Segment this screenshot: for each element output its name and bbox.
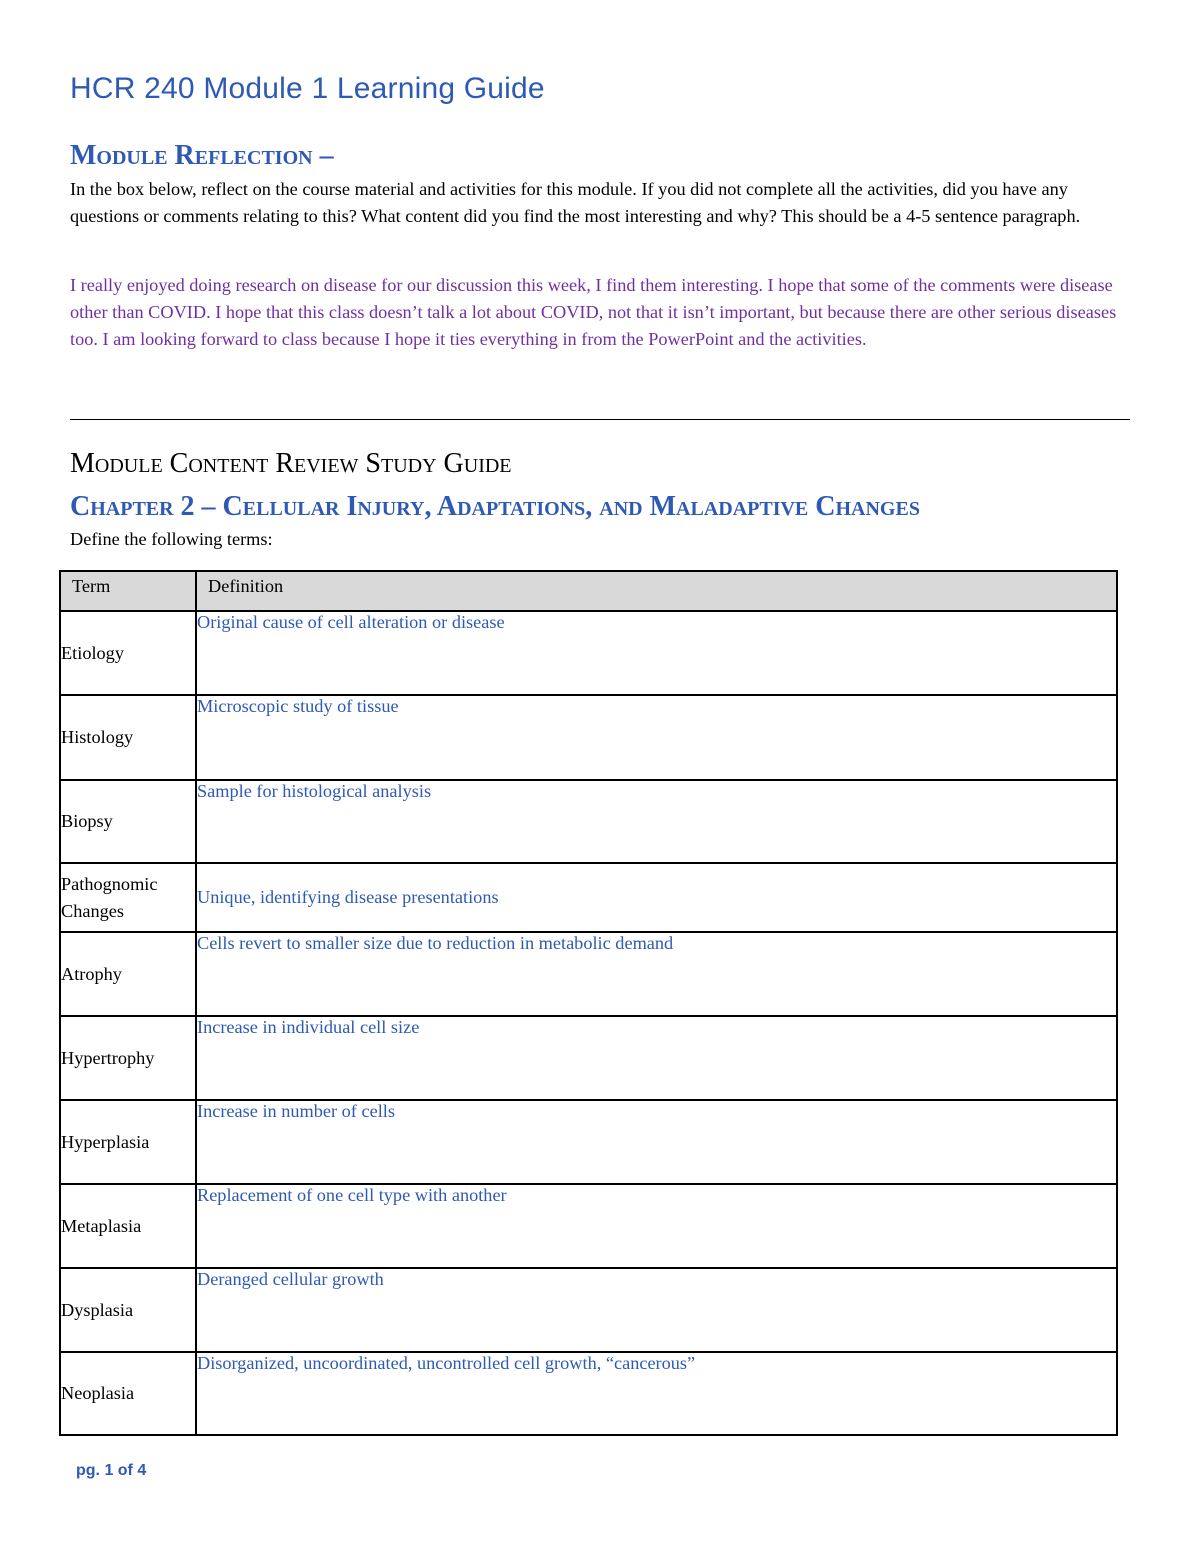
- term-cell: Pathognomic Changes: [60, 863, 196, 932]
- instruction-text: Define the following terms:: [70, 529, 273, 549]
- table-row: [60, 1016, 1117, 1100]
- definition-cell[interactable]: Replacement of one cell type with another: [196, 1184, 1117, 1268]
- table-row: [60, 1352, 1117, 1435]
- terms-table: [59, 570, 1118, 1436]
- document-title: HCR 240 Module 1 Learning Guide: [70, 72, 545, 105]
- page-number: pg. 1 of 4: [76, 1462, 147, 1479]
- table-row: [60, 1100, 1117, 1184]
- section-divider: [70, 419, 1130, 420]
- table-row: [60, 780, 1117, 863]
- term-cell: Metaplasia: [60, 1184, 196, 1268]
- term-cell: Hyperplasia: [60, 1100, 196, 1184]
- header-term: Term: [60, 571, 196, 611]
- content-review-heading: Module Content Review Study Guide: [70, 448, 512, 479]
- definition-cell[interactable]: Sample for histological analysis: [196, 780, 1117, 863]
- definition-cell[interactable]: Original cause of cell alteration or disease: [196, 611, 1117, 695]
- reflection-answer: I really enjoyed doing research on disease for our discussion this week, I find them interesting. I hope that some of the comments were disease other than COVID. I hope that this class doesn’t talk a lot about COVID, not that it isn’t important, but because there are other serious diseases too. I am looking forward to class because I hope it ties everything in from the PowerPoint and the activities.: [70, 275, 1117, 349]
- definition-cell[interactable]: Cells revert to smaller size due to reduction in metabolic demand: [196, 932, 1117, 1016]
- table-row: [60, 1268, 1117, 1352]
- chapter-heading: Chapter 2 – Cellular Injury, Adaptations, and Maladaptive Changes: [70, 491, 920, 522]
- table-header-row: [60, 571, 1117, 611]
- term-cell: Histology: [60, 695, 196, 780]
- table-row: [60, 932, 1117, 1016]
- module-reflection-heading: Module Reflection –: [70, 140, 334, 171]
- definition-cell[interactable]: Unique, identifying disease presentations: [196, 863, 1117, 932]
- reflection-prompt: In the box below, reflect on the course material and activities for this module. If you did not complete all the activities, did you have any questions or comments relating to this? What content did you find the most interesting and why? This should be a 4-5 sentence paragraph.: [70, 179, 1081, 226]
- table-row: [60, 1184, 1117, 1268]
- table-row: [60, 863, 1117, 932]
- term-cell: Etiology: [60, 611, 196, 695]
- definition-cell[interactable]: Deranged cellular growth: [196, 1268, 1117, 1352]
- table-row: [60, 611, 1117, 695]
- definition-cell[interactable]: Increase in individual cell size: [196, 1016, 1117, 1100]
- definition-cell[interactable]: Disorganized, uncoordinated, uncontrolled cell growth, “cancerous”: [196, 1352, 1117, 1435]
- term-cell: Hypertrophy: [60, 1016, 196, 1100]
- definition-cell[interactable]: Increase in number of cells: [196, 1100, 1117, 1184]
- term-cell: Dysplasia: [60, 1268, 196, 1352]
- term-cell: Neoplasia: [60, 1352, 196, 1435]
- term-cell: Biopsy: [60, 780, 196, 863]
- header-definition: Definition: [196, 571, 1117, 611]
- definition-cell[interactable]: Microscopic study of tissue: [196, 695, 1117, 780]
- table-row: [60, 695, 1117, 780]
- term-cell: Atrophy: [60, 932, 196, 1016]
